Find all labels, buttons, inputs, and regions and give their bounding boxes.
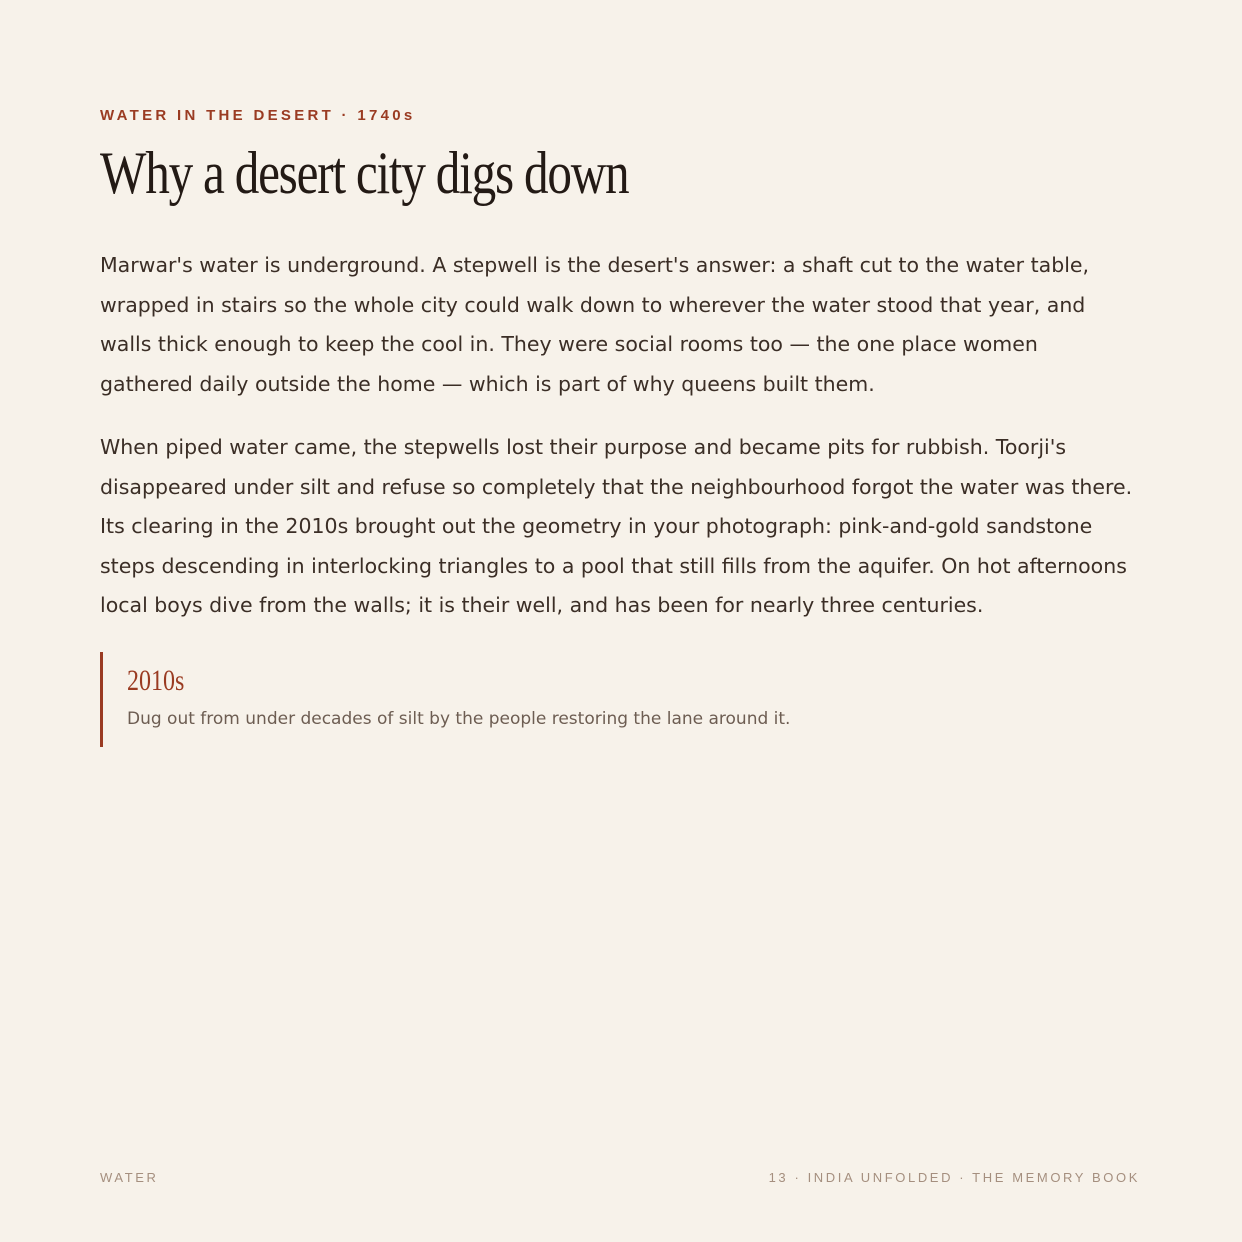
sidenote-text: Dug out from under decades of silt by the people restoring the lane around it. xyxy=(127,709,791,729)
footer-page-info: 13 · INDIA UNFOLDED · THE MEMORY BOOK xyxy=(768,1170,1140,1185)
footer-section-label: WATER xyxy=(100,1170,159,1185)
paragraph-1: Marwar's water is underground. A stepwell is the desert's answer: a shaft cut to the water table, wrapped in stairs so the whole city could walk down to wherever the water stood that year, and walls thick enough to keep the cool in. They were social rooms too — the one place women gathered daily outside the home — which is part of why queens built them. xyxy=(100,253,1090,396)
sidenote xyxy=(100,652,1100,747)
page-title: Why a desert city digs down xyxy=(100,140,629,206)
page xyxy=(100,0,1140,1242)
paragraph-2: When piped water came, the stepwells lost their purpose and became pits for rubbish. Toorji's disappeared under silt and refuse so completely that the neighbourhood forgot the water was there. Its clearing in the 2010s brought out the geometry in your photograph: pink-and-gold sandstone steps descending in interlocking triangles to a pool that still fills from the aquifer. On hot afternoons local boys dive from the walls; it is their well, and has been for nearly three centuries. xyxy=(100,435,1133,617)
section-kicker: WATER IN THE DESERT · 1740s xyxy=(100,107,416,124)
sidenote-title: 2010s xyxy=(127,664,185,697)
body-text xyxy=(100,246,1135,650)
